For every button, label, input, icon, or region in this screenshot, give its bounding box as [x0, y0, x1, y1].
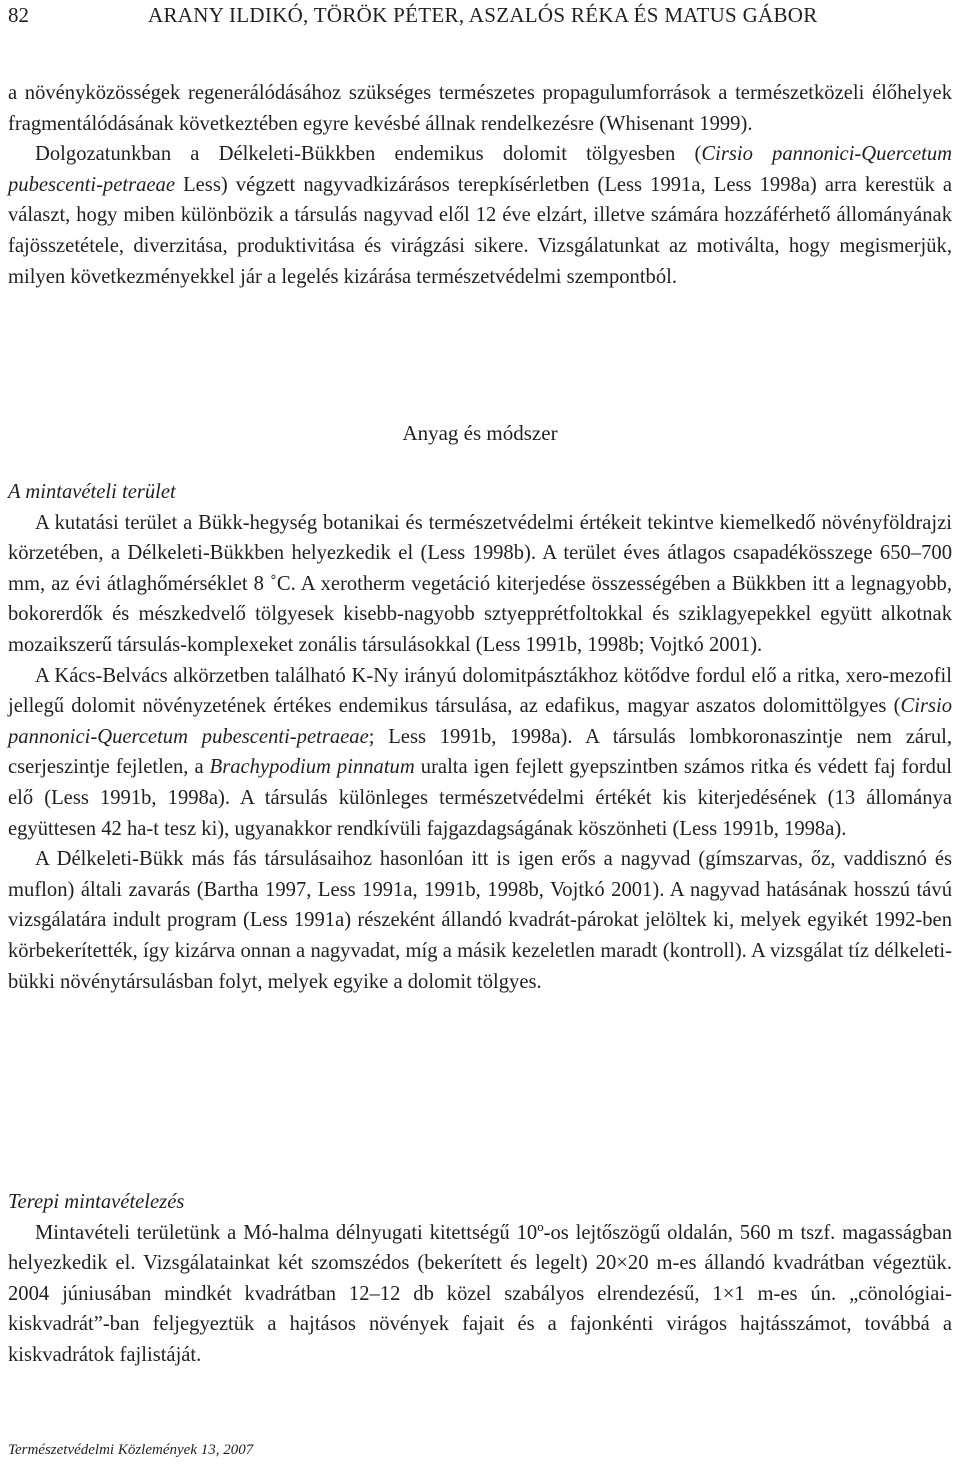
study-area-paragraph-3: A Délkeleti-Bükk más fás társulásaihoz hasonlóan itt is igen erős a nagyvad (gímszarvas, őz, vaddisznó és muflon) általi zavarás (Bartha 1997, Less 1991a, 1991b, 1998b, Vojtkó 2001). A nagyvad hatásának hosszú távú vizsgálatára indult program (Less 1991a) részeként állandó kvadrát-párokat jelöltek ki, melyek egyikét 1992-ben körbekerítették, így kizárva onnan a nagyvadat, míg a másik kezeletlen maradt (kontroll). A vizsgálat tíz délkeleti-bükki növénytársulásban folyt, melyek egyike a dolomit tölgyes. [8, 848, 952, 993]
study-area-paragraph-1: A kutatási terület a Bükk-hegység botanikai és természetvédelmi értékeit tekintve kiemelkedő növényföldrajzi körzetében, a Délkeleti-Bükkben helyezkedik el (Less 1998b). A terület éves átlagos csapadékösszege 650–700 mm, az évi átlaghőmérséklet 8 ˚C. A xerotherm vegetáció kiterjedése összességében a Bükkben itt a legnagyobb, bokorerdők és mészkedvelő tölgyesek kisebb-nagyobb sztyepprétfoltokkal és sziklagyepekkel együtt alkotnak mozaikszerű társulás-komplexeket zonális társulásokkal (Less 1991b, 1998b; Vojtkó 2001). [8, 511, 952, 656]
species-name: Brachypodium pinnatum [209, 756, 415, 779]
text-span: Less) végzett nagyvadkizárásos terepkísérletben (Less 1991a, Less 1998a) arra kerestük a választ, hogy miben különbözik a társulás nagyvad elől 12 éve elzárt, illetve számára hozzáférhető állományának fajösszetétele, diverzitása, produktivitása és virágzási sikere. Vizsgálatunkat az motiválta, hogy megismerjük, milyen következményekkel jár a legelés kizárása természetvédelmi szempontból. [8, 173, 952, 288]
page-number: 82 [8, 3, 29, 27]
intro-paragraph-1: a növényközösségek regenerálódásához szükséges természetes propagulumforrások a természetközeli élőhelyek fragmentálódásának következtében egyre kevésbé állnak rendelkezésre (Whisenant 1999). [8, 82, 952, 135]
running-head: ARANY ILDIKÓ, TÖRÖK PÉTER, ASZALÓS RÉKA ÉS MATUS GÁBOR [148, 3, 818, 27]
text-span: uralta igen fejlett gyepszintben számos ritka és védett faj fordul elő (Less 1991b, 1998a). A társulás különleges természetvédelmi értékét kis kiterjedésének (13 állománya együttesen 42 ha-t tesz ki), ugyanakkor rendkívüli fajgazdagságának köszönheti (Less 1991b, 1998a). [8, 756, 952, 840]
subsection-title-sampling: Terepi mintavételezés [8, 1191, 185, 1213]
text-span: A Kács-Belvács alkörzetben található K-Ny irányú dolomitpásztákhoz kötődve fordul elő a ritka, xero-mezofil jellegű dolomit növényzetének értékes endemikus társulása, az edafikus, magyar aszatos dolomittölgyes ( [8, 664, 952, 718]
text-span: Dolgozatunkban a Délkeleti-Bükkben endemikus dolomit tölgyesben ( [35, 143, 702, 166]
sampling-block [8, 1187, 952, 1371]
text-span: ; Less 1991b, 1998a). A társulás lombkoronaszintje nem zárul, cserjeszintje fejletlen, a [8, 725, 952, 779]
intro-block [8, 78, 952, 292]
intro-paragraph-2 [8, 139, 952, 292]
section-title-methods: Anyag és módszer [402, 421, 558, 445]
latin-name: Cirsio pannonici-Quercetum pubescenti-petraeae [8, 695, 952, 748]
subsection-title-study-area: A mintavételi terület [8, 481, 176, 503]
study-area-paragraph-2 [8, 661, 952, 845]
study-area-block [8, 477, 952, 997]
sampling-paragraph-1: Mintavételi területünk a Mó-halma délnyugati kitettségű 10º-os lejtőszögű oldalán, 560 m tszf. magasságban helyezkedik el. Vizsgálatainkat két szomszédos (bekerített és legelt) 20×20 m-es állandó kvadrátban végeztük. 2004 júniusában mindkét kvadrátban 12–12 db közel szabályos elrendezésű, 1×1 m-es ún. „cönológiai-kiskvadrát”-ban feljegyeztük a hajtásos növények fajait és a fajonkénti virágos hajtásszámot, továbbá a kiskvadrátok fajlistáját. [8, 1221, 952, 1366]
journal-footer: Természetvédelmi Közlemények 13, 2007 [8, 1442, 254, 1458]
latin-name: Cirsio pannonici-Quercetum pubescenti-petraeae [8, 143, 953, 196]
page-header [8, 0, 952, 30]
